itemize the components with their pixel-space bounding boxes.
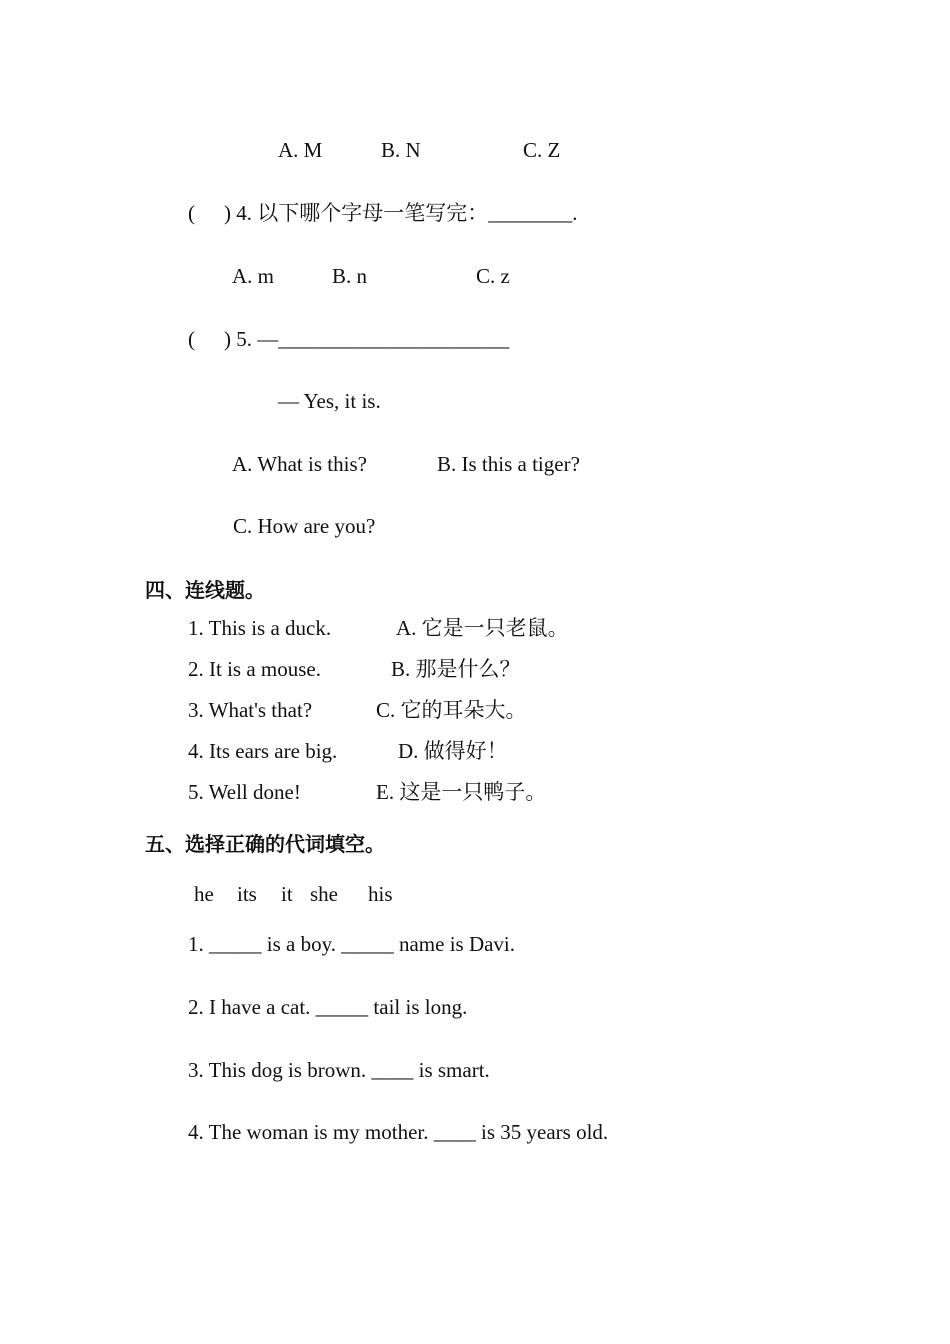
match-right-e: E. 这是一只鸭子。 <box>376 780 547 804</box>
match-left-5: 5. Well done! <box>188 780 301 804</box>
q5-option-a: A. What is this? <box>232 452 367 476</box>
q5-option-b: B. Is this a tiger? <box>437 452 580 476</box>
q4-paren-open: ( <box>188 201 195 225</box>
q3-option-a: A. M <box>278 138 323 162</box>
word-bank-she: she <box>310 882 338 906</box>
q5-answer: — Yes, it is. <box>278 389 381 413</box>
fill-item-3: 3. This dog is brown. ____ is smart. <box>188 1058 490 1082</box>
q5-question: ) 5. —______________________ <box>224 327 510 351</box>
section4-title: 四、连线题。 <box>145 578 265 602</box>
word-bank-its: its <box>237 882 257 906</box>
match-left-3: 3. What's that? <box>188 698 313 722</box>
fill-item-4: 4. The woman is my mother. ____ is 35 years old. <box>188 1120 609 1144</box>
word-bank-his: his <box>368 882 393 906</box>
q3-option-b: B. N <box>381 138 421 162</box>
q4-option-a: A. m <box>232 264 274 288</box>
fill-item-2: 2. I have a cat. _____ tail is long. <box>188 995 468 1019</box>
q5-option-c: C. How are you? <box>233 514 376 538</box>
q3-option-c: C. Z <box>523 138 561 162</box>
match-right-c: C. 它的耳朵大。 <box>376 698 527 722</box>
q5-paren-open: ( <box>188 327 195 351</box>
match-left-2: 2. It is a mouse. <box>188 657 321 681</box>
match-left-4: 4. Its ears are big. <box>188 739 338 763</box>
match-left-1: 1. This is a duck. <box>188 616 332 640</box>
q4-option-b: B. n <box>332 264 368 288</box>
match-right-d: D. 做得好！ <box>398 739 508 763</box>
fill-item-1: 1. _____ is a boy. _____ name is Davi. <box>188 932 516 956</box>
word-bank-it: it <box>281 882 293 906</box>
q4-question: ) 4. 以下哪个字母一笔写完：________. <box>224 201 578 225</box>
section5-title: 五、选择正确的代词填空。 <box>145 832 385 856</box>
match-right-b: B. 那是什么？ <box>391 657 521 681</box>
q4-option-c: C. z <box>476 264 510 288</box>
word-bank-he: he <box>194 882 214 906</box>
match-right-a: A. 它是一只老鼠。 <box>396 616 569 640</box>
